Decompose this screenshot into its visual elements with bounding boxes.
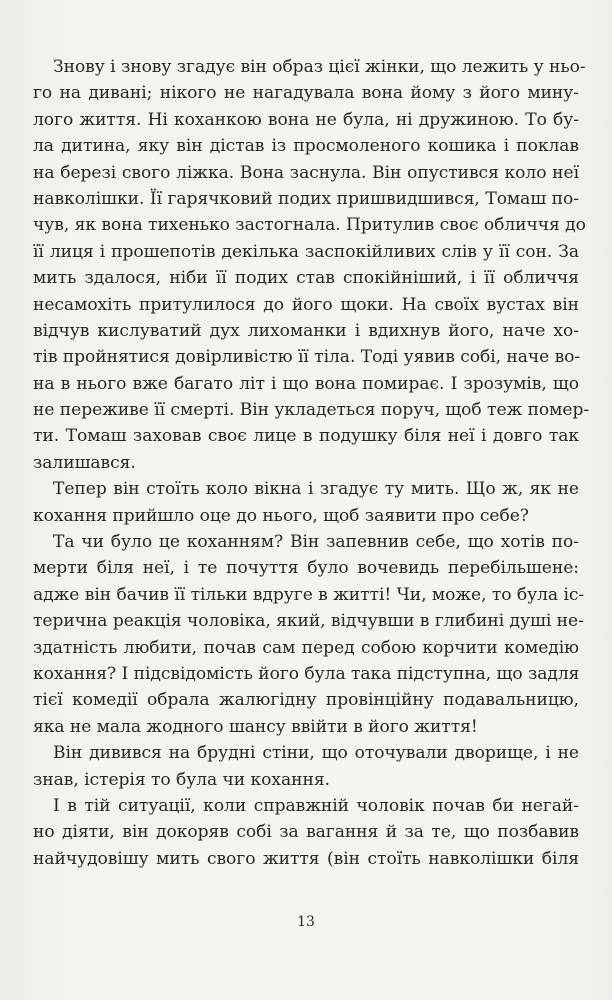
paragraph-1 xyxy=(33,54,590,476)
text-line: навколішки. Її гарячковий подих пришвидшився, Томаш по- xyxy=(33,188,579,209)
text-line: яка не мала жодного шансу ввійти в його життя! xyxy=(33,716,478,737)
text-line: ти. Томаш заховав своє лице в подушку біля неї і довго так xyxy=(33,426,579,447)
text-line: ла дитина, яку він дістав із просмоленого кошика і поклав xyxy=(33,136,579,157)
body-text xyxy=(33,54,590,872)
page-number: 13 xyxy=(297,914,315,930)
paragraph-5 xyxy=(33,793,579,872)
text-line: здатність любити, почав сам перед собою корчити комедію xyxy=(33,637,579,658)
text-line: її лиця і прошепотів декілька заспокійливих слів у її сон. За xyxy=(33,241,579,262)
text-line: мерти біля неї, і те почуття було вочевидь перебільшене: xyxy=(33,558,579,579)
text-line: відчув кислуватий дух лихоманки і вдихнув його, наче хо- xyxy=(33,320,579,341)
text-line: Знову і знову згадує він образ цієї жінки, що лежить у ньо- xyxy=(53,57,586,77)
text-line: лого життя. Ні коханкою вона не була, ні дружиною. То бу- xyxy=(33,109,579,130)
text-line: терична реакція чоловіка, який, відчувши в глибині душі не- xyxy=(33,611,584,632)
text-line: Він дивився на брудні стіни, що оточували дворище, і не xyxy=(53,743,579,764)
text-line: найчудовішу мить свого життя (він стоїть навколішки біля xyxy=(33,848,579,869)
text-line: Та чи було це коханням? Він запевнив себе, що хотів по- xyxy=(53,532,579,553)
paragraph-3 xyxy=(33,529,585,740)
text-line: го на дивані; нікого не нагадувала вона йому з його мину- xyxy=(33,83,579,104)
text-line: но діяти, він докоряв собі за вагання й за те, що позбавив xyxy=(33,822,579,843)
text-line: залишався. xyxy=(33,452,136,473)
text-line: кохання? І підсвідомість його була така підступна, що задля xyxy=(33,663,580,684)
text-line: тієї комедії обрала жалюгідну провінційну подавальницю, xyxy=(33,690,579,711)
text-line: І в тій ситуації, коли справжній чоловік почав би негай- xyxy=(53,795,579,816)
paragraph-2 xyxy=(33,476,579,529)
text-line: адже він бачив її тільки вдруге в житті! Чи, може, то була іс- xyxy=(33,584,585,605)
text-line: несамохіть притулилося до його щоки. На своїх вустах він xyxy=(33,294,579,315)
paragraph-4 xyxy=(33,740,579,793)
text-line: не переживе її смерті. Він укладеться поруч, щоб теж помер- xyxy=(33,400,590,421)
text-line: на в нього вже багато літ і що вона помирає. І зрозумів, що xyxy=(33,373,579,394)
text-line: на березі свого ліжка. Вона заснула. Він опустився коло неї xyxy=(33,162,579,183)
text-line: знав, істерія то була чи кохання. xyxy=(33,769,330,790)
text-line: тів пройнятися довірливістю її тіла. Тоді уявив собі, наче во- xyxy=(33,347,581,368)
text-line: кохання прийшло оце до нього, щоб заявити про себе? xyxy=(33,505,529,526)
text-line: чув, як вона тихенько застогнала. Притулив своє обличчя до xyxy=(33,215,586,236)
text-line: Тепер він стоїть коло вікна і згадує ту мить. Що ж, як не xyxy=(53,479,579,500)
text-line: мить здалося, ніби її подих став спокійніший, і її обличчя xyxy=(33,268,579,289)
